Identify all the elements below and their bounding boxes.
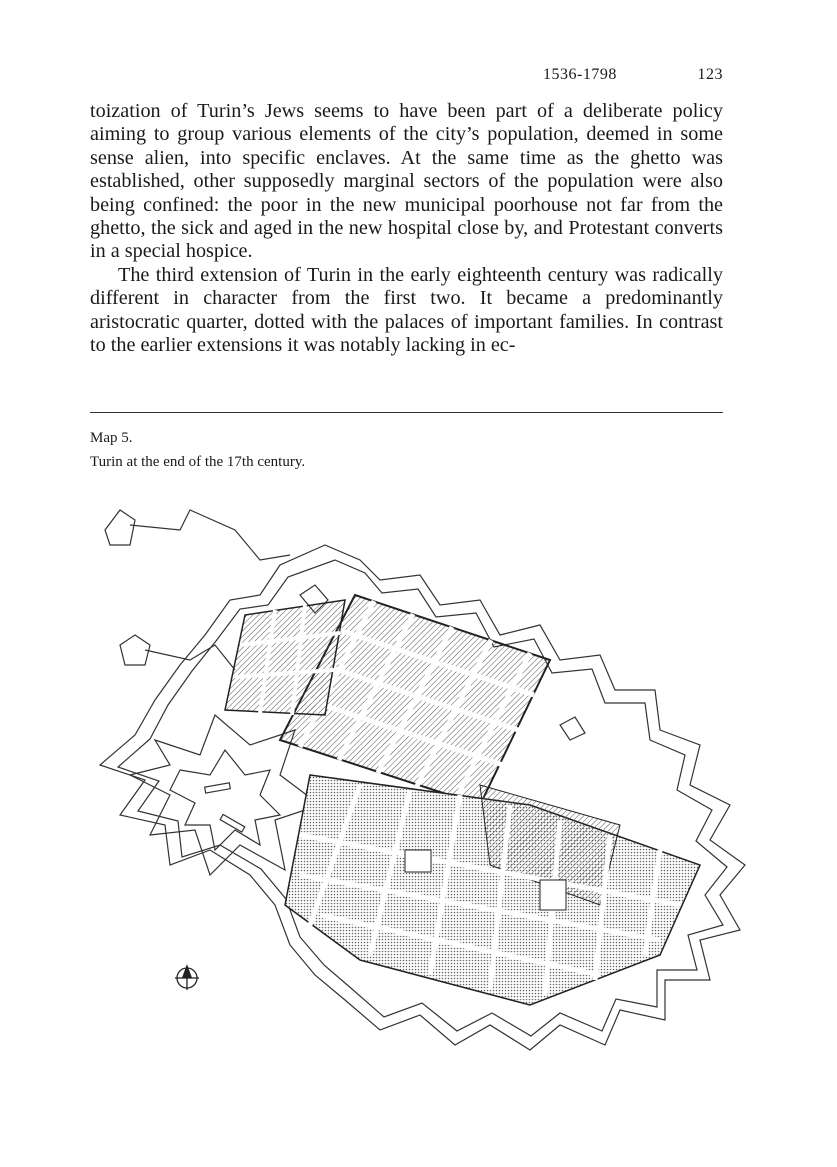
north-arrow-icon xyxy=(175,966,199,990)
running-title: 1536-1798 xyxy=(543,66,617,83)
page-number: 123 xyxy=(697,66,723,83)
running-head xyxy=(90,66,723,88)
figure-caption xyxy=(90,426,305,474)
southern-extension-grid xyxy=(285,775,700,1005)
figure-caption-text: Turin at the end of the 17th century. xyxy=(90,454,306,470)
body-text xyxy=(90,100,723,357)
figure-label: Map 5. xyxy=(90,430,133,446)
paragraph-1: toization of Turin’s Jews seems to have been part of a deliberate policy aiming to group various elements of the city’s population, deemed in some sense alien, into specific enclaves. At the same time as the ghetto was established, other supposedly marginal sectors of the population were also being confined: the poor in the new municipal poorhouse not far from the ghetto, the sick and aged in the new hospital close by, and Protestant converts in a special hospice. xyxy=(90,100,723,263)
paragraph-2: The third extension of Turin in the early eighteenth century was radically different in character from the first two. It became a predominantly aristocratic quarter, dotted with the palaces of important families. In contrast to the earlier extensions it was notably lacking in ec- xyxy=(90,263,723,357)
city-map-illustration xyxy=(60,485,760,1065)
western-extension-grid xyxy=(225,600,345,715)
figure-divider xyxy=(90,412,723,413)
